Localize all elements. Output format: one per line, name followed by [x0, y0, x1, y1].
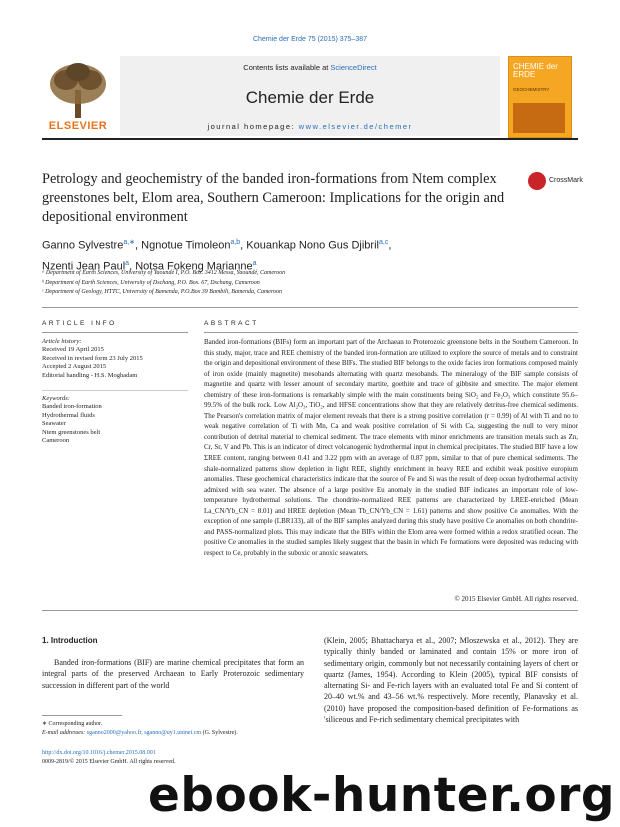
journal-name: Chemie der Erde: [245, 88, 375, 107]
article-title: Petrology and geochemistry of the banded iron-formations from Ntem complex greenstones belt, Elom area, Southern Cameroon: Implications for the origin and depositional environment: [42, 171, 505, 225]
keywords-label: Keywords:: [42, 395, 70, 402]
contents-line: [120, 63, 500, 72]
keyword: Ntem greenstones belt: [42, 428, 101, 436]
article-history: [42, 338, 188, 380]
author-name[interactable]: Nzenti Jean Paul: [42, 260, 126, 273]
doi-link[interactable]: http://dx.doi.org/10.1016/j.chemer.2015.08.001: [42, 750, 156, 756]
intro-paragraph-right: (Klein, 2005; Bhattacharya et al., 2007; Mloszewska et al., 2012). They are typically thinly banded or laminated and contain 15% or more iron of sedimentary origin, commonly but not necessarily containing layers of chert or quartz (James, 1954). According to Klein (2005), typical BIF consists of alternating Si- and Fe-rich layers with an evaluated total Fe and Si content of 20–40 wt.% and 43–56 wt.% respectively. More recently, Planavsky et al. (2010) have proposed the composition-based definition of Fe-formations as 'siliceous and Fe-rich sedimentary chemical precipitates with: [324, 636, 578, 725]
abstract-bottom-rule: [42, 610, 578, 611]
affiliations-rule: [42, 307, 578, 308]
cover-subtitle: GEOCHEMISTRY: [513, 87, 550, 92]
journal-cover-thumbnail[interactable]: [508, 56, 572, 138]
intro-paragraph-left: Banded iron-formations (BIF) are marine chemical precipitates that form an integral parts of the preserved Archaean to Early Proterozoic sedimentary succession in different part of the world: [42, 658, 304, 690]
cover-image: [513, 103, 565, 133]
article-info-heading: ARTICLE INFO: [42, 320, 117, 327]
doi-block: [42, 749, 304, 767]
keyword: Hydrothermal fluids: [42, 411, 95, 419]
affiliation-a: ᵃ Department of Earth Sciences, University of Yaoundé I, P.O. Box. 3412 Messa, Yaoundé, Cameroon: [42, 270, 286, 276]
header-rule: [42, 138, 578, 140]
crossmark-badge[interactable]: [528, 172, 588, 192]
corresponding-author-note: ∗ Corresponding author.: [42, 721, 103, 727]
author-affil-marker[interactable]: a,b: [230, 239, 241, 246]
keyword: Cameroon: [42, 437, 70, 445]
history-line: Accepted 2 August 2015: [42, 363, 107, 371]
history-line: Received in revised form 23 July 2015: [42, 354, 143, 362]
history-line: Received 19 April 2015: [42, 346, 104, 354]
email-suffix: (G. Sylvestre).: [201, 730, 238, 736]
footnote-rule: [42, 715, 122, 716]
keywords: [42, 395, 188, 445]
homepage-link[interactable]: www.elsevier.de/chemer: [298, 122, 413, 131]
abstract-rule: [204, 332, 578, 333]
abstract-text: Banded iron-formations (BIFs) form an important part of the Archaean to Proterozoic greenstone belts in the Southern Cameroon. In this study, major, trace and REE chemistry of the banded iron-formation are utilized to explore the source of metals and to constraint the origin and depositional environment of these BIFs. The studied BIF belongs to the oxide facies iron formations composed mainly of iron oxide (mainly magnetite) mesobands alternating with quartz mesobands. The mineralogy of the BIF sample consists of magnetite and quartz with lesser amount of secondary martite, goethite and trace of gibbsite and smectite. The major element chemistry of these iron-formations is remarkably simple with the main constituents being SiO₂ and Fe₂O₃ which constitute 95.6–99.5% of the bulk rock. Low Al₂O₃, TiO₂, and HFSE concentrations show that they are relatively detritus-free chemical sediments. The Pearson's correlation matrix of major element reveals that there is a strong positive correlation (r = 0.99) of Al with Ti and no to weak negative correlation of Ti with Mn, Ca and weak positive correlation of Si with Ca, suggesting the null to very minor contribution of detrital material to chemical sediment. The trace elements with minor enrichments are transition metals such as Zn, Cr, Sr, V and Pb. This is an indicator of direct volcanogenic hydrothermal input in chemical precipitates. The studied BIF have a low ΣREE content, ranging between 0.41 and 3.22 ppm with an average of 0.87 ppm, similar to that of pure chemical sediments. The shale-normalized patterns show depletion in light REE, slightly enrichment in heavy REE and exhibit weak positive europium anomalies. These geochemical characteristics indicate that the source of Fe and Si was the result of deep ocean hydrothermal activity admixed with sea water. The absence of a large positive Eu anomaly in the studied BIF indicates an important role of low-temperature hydrothermal solutions. The chondrite-normalized REE patterns are characterized by LREE-enriched (Mean La_CN/Yb_CN = 8.01) and HREE depletion (Mean Tb_CN/Yb_CN = 1.61) patterns and show positive Ce anomalies. With the exception of one sample (LBR133), all of the BIF samples analyzed during this study have positive Ce anomalies on both chondrite- and PASS-normalized plots. This may indicate that the BIFs within the Elom area were formed within a redox stratified ocean. The positive Ce anomalies in the studied samples likely suggest that the basin in which Fe formations were deposited was reducing with respect to Ce, probably in the suboxic or anoxic seawaters.: [204, 338, 578, 557]
contents-prefix: Contents lists available at: [243, 63, 331, 72]
elsevier-wordmark: ELSEVIER: [48, 120, 108, 132]
history-line: Editorial handling - H.S. Moghadam: [42, 371, 138, 379]
email-label: E-mail addresses:: [42, 730, 87, 736]
sciencedirect-link[interactable]: ScienceDirect: [330, 63, 377, 72]
cover-title: CHEMIE der ERDE: [513, 62, 558, 79]
affiliation-c: ᶜ Department of Geology, HTTC, University of Bamenda, P.O.Box 39 Bambili, Bamenda, Cameroon: [42, 289, 283, 295]
keywords-rule: [42, 390, 188, 391]
author-separator: ,: [388, 239, 392, 252]
author-affil-marker[interactable]: a,∗: [123, 239, 136, 246]
keyword: Seawater: [42, 420, 66, 428]
author-separator: ,: [240, 239, 247, 252]
author-affil-marker[interactable]: a,c: [378, 239, 389, 246]
author-separator: ,: [129, 260, 136, 273]
watermark-text: ebook-hunter.org: [148, 768, 616, 823]
author-affil-marker[interactable]: a: [125, 259, 130, 267]
copyright-notice: © 2015 Elsevier GmbH. All rights reserved.: [454, 595, 578, 603]
author-name[interactable]: Ganno Sylvestre: [42, 239, 124, 252]
author-separator: ,: [135, 239, 142, 252]
keyword: Banded iron-formation: [42, 403, 102, 411]
journal-homepage: [120, 122, 500, 131]
email-links[interactable]: sganno2000@yahoo.fr, sganno@uy1.uninet.cm: [86, 730, 202, 736]
affiliations: [42, 269, 542, 298]
affiliation-b: ᵇ Department of Earth Sciences, University of Dschang, P.O. Box. 67, Dschang, Cameroon: [42, 279, 260, 286]
homepage-prefix: journal homepage:: [207, 122, 299, 131]
email-line: [42, 729, 304, 738]
section-heading-introduction: 1. Introduction: [42, 636, 98, 645]
crossmark-label: CrossMark: [549, 177, 583, 184]
footnote: [42, 720, 304, 738]
issn-line: 0009-2819/© 2015 Elsevier GmbH. All rights reserved.: [42, 759, 176, 765]
history-label: Article history:: [42, 338, 82, 345]
abstract-heading: ABSTRACT: [204, 320, 259, 327]
journal-reference[interactable]: Chemie der Erde 75 (2015) 375–387: [252, 36, 368, 43]
author-affil-marker[interactable]: a: [252, 259, 257, 267]
article-info-rule: [42, 332, 188, 333]
crossmark-icon: [528, 172, 546, 190]
author-name[interactable]: Kouankap Nono Gus Djibril: [246, 239, 379, 252]
author-name[interactable]: Ngnotue Timoleon: [141, 239, 231, 252]
author-name[interactable]: Notsa Fokeng Marianne: [135, 260, 253, 273]
